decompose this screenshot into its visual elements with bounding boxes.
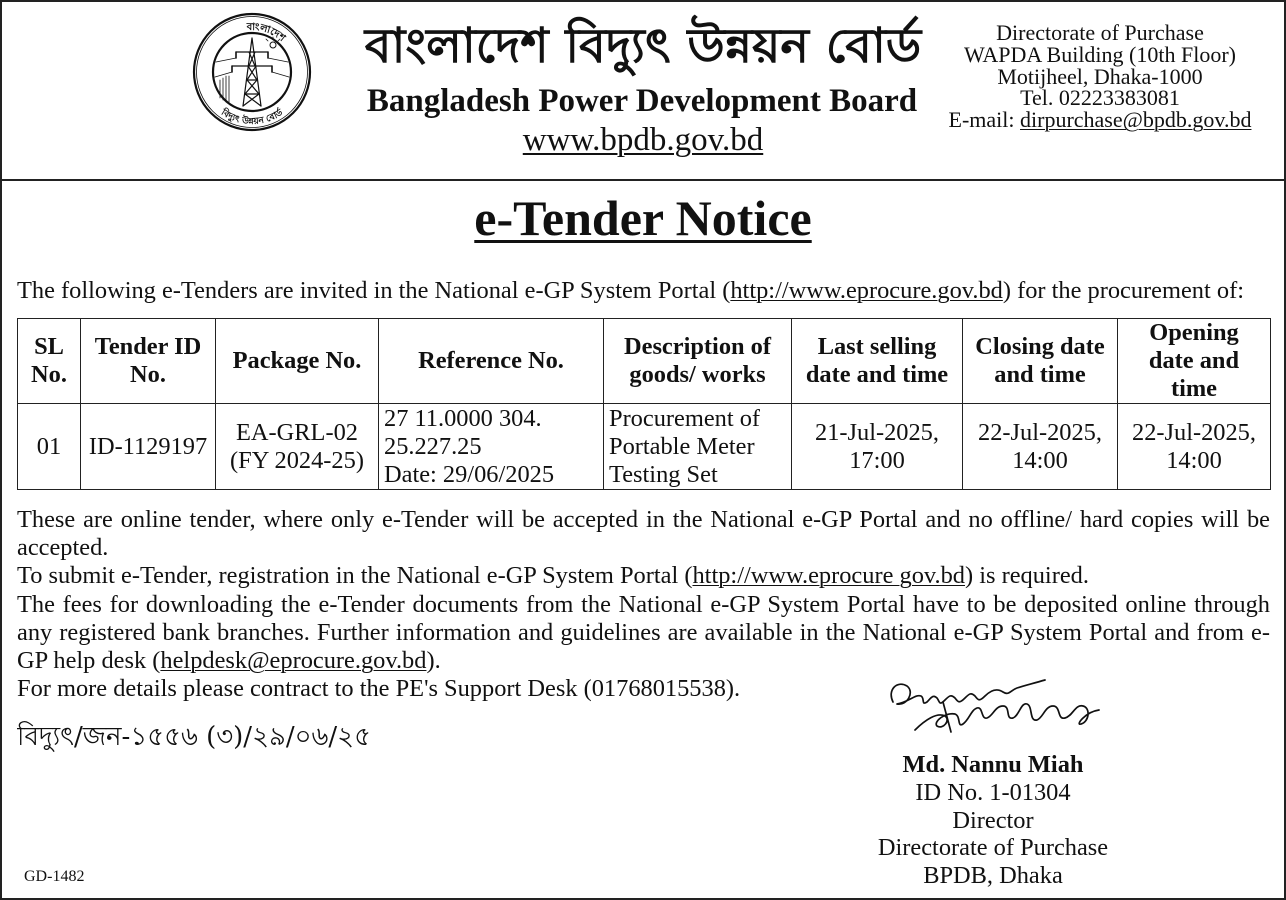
website-link[interactable]: www.bpdb.gov.bd xyxy=(522,122,764,158)
header-line: SL xyxy=(34,333,64,360)
paragraph-text: To submit e-Tender, registration in the National e-GP System Portal ( xyxy=(17,562,693,590)
cell-package xyxy=(216,404,379,490)
header-line: date and xyxy=(1148,347,1240,374)
notice-title-text: e-Tender Notice xyxy=(474,190,812,246)
header-divider xyxy=(0,179,1286,181)
cell-closing xyxy=(963,404,1118,490)
header-line: date and time xyxy=(805,361,949,388)
cell-line: 22-Jul-2025, xyxy=(1132,418,1256,446)
eprocure-link[interactable]: http://www.eprocure.gov.bd xyxy=(730,277,1003,304)
notice-intro xyxy=(17,277,1277,305)
cell-line: Date: 29/06/2025 xyxy=(384,460,555,488)
cell-line: 25.227.25 xyxy=(384,432,482,460)
paragraph-text: ). xyxy=(426,647,441,675)
notice-title xyxy=(343,190,943,246)
email-label: E-mail: xyxy=(948,107,1021,133)
cell-line: 14:00 xyxy=(1166,446,1222,474)
paragraph-support-desk: For more details please contract to the PE's Support Desk (01768015538). xyxy=(17,675,741,703)
paragraph-online-tender: These are online tender, where only e-Tender will be accepted in the National e-GP Portal and no offline/ hard copies will be accepted. xyxy=(17,506,1270,562)
cell-line: 01 xyxy=(36,432,62,460)
cell-line: Portable Meter xyxy=(609,432,755,460)
col-header-closing xyxy=(963,319,1118,404)
cell-line: 27 11.0000 304. xyxy=(384,404,542,432)
website-line xyxy=(430,120,856,160)
cell-last-selling xyxy=(792,404,963,490)
cell-line: Procurement of xyxy=(609,404,761,432)
tender-table xyxy=(17,318,1271,490)
cell-line: 17:00 xyxy=(849,446,905,474)
col-header-sl xyxy=(18,319,81,404)
organization-title-bangla: বাংলাদেশ বিদ্যুৎ উন্নয়ন বোর্ড xyxy=(364,18,922,74)
header-line: Description of xyxy=(624,333,771,360)
cell-line: EA-GRL-02 xyxy=(236,418,358,446)
transmission-tower-icon xyxy=(215,37,289,106)
paragraph-fees xyxy=(17,591,1270,676)
cell-line: 22-Jul-2025, xyxy=(978,418,1102,446)
seal-bottom-text-path: বিদ্যুৎ উন্নয়ন বোর্ড xyxy=(219,107,285,128)
col-header-last-selling xyxy=(792,319,963,404)
table-header-row xyxy=(18,319,1271,404)
office-address-block xyxy=(940,22,1260,131)
cell-opening xyxy=(1118,404,1271,490)
signatory-office: Directorate of Purchase xyxy=(877,834,1109,862)
header-line: Package No. xyxy=(232,347,362,374)
cell-tender-id xyxy=(81,404,216,490)
office-email-line xyxy=(940,109,1260,131)
header-line: goods/ works xyxy=(629,361,766,388)
gd-code: GD-1482 xyxy=(24,868,85,885)
intro-text: The following e-Tenders are invited in the National e-GP System Portal ( xyxy=(17,277,731,304)
signatory-name: Md. Nannu Miah xyxy=(902,751,1084,778)
organization-title-english: Bangladesh Power Development Board xyxy=(366,83,918,119)
office-phone: Tel. 02223383081 xyxy=(1020,85,1180,111)
signatory-block xyxy=(843,751,1143,890)
cell-line: (FY 2024-25) xyxy=(230,446,364,474)
header-line: Tender ID xyxy=(94,333,202,360)
paragraph-text: ) is required. xyxy=(965,562,1089,590)
seal-top-text-path: বাংলাদেশ xyxy=(246,21,288,45)
office-city: Motijheel, Dhaka-1000 xyxy=(997,63,1203,89)
header-line: No. xyxy=(130,361,166,388)
signatory-id: ID No. 1-01304 xyxy=(915,778,1071,806)
header-line: Opening xyxy=(1149,319,1239,346)
table-row xyxy=(18,404,1271,490)
signatory-designation: Director xyxy=(952,806,1034,834)
cell-line: 21-Jul-2025, xyxy=(815,418,939,446)
eprocure-link[interactable]: http://www.eprocure gov.bd xyxy=(692,562,965,590)
office-building: WAPDA Building (10th Floor) xyxy=(964,41,1236,67)
col-header-package xyxy=(216,319,379,404)
header-line: Last selling xyxy=(817,333,937,360)
header-line: time xyxy=(1170,375,1218,402)
helpdesk-email-link[interactable]: helpdesk@eprocure.gov.bd xyxy=(160,647,427,675)
col-header-opening xyxy=(1118,319,1271,404)
cell-sl xyxy=(18,404,81,490)
office-directorate: Directorate of Purchase xyxy=(996,20,1204,45)
paragraph-text: The fees for downloading the e-Tender documents from the National e-GP System Portal have to be deposited online through any registered bank branches. Further information and guidelines are available in the National e-GP System Portal and from e-GP help desk ( xyxy=(17,590,1270,675)
signature-icon xyxy=(885,672,1105,744)
col-header-description xyxy=(604,319,792,404)
intro-text-end: ) for the procurement of: xyxy=(1002,277,1244,304)
header-line: and time xyxy=(994,361,1086,388)
cell-reference xyxy=(379,404,604,490)
paragraph-registration xyxy=(17,562,1270,590)
signatory-location: BPDB, Dhaka xyxy=(923,862,1063,890)
header-line: Closing date xyxy=(975,333,1105,360)
col-header-tender-id xyxy=(81,319,216,404)
col-header-reference xyxy=(379,319,604,404)
cell-line: Testing Set xyxy=(609,460,718,488)
cell-line: ID-1129197 xyxy=(88,432,208,460)
header-line: Reference No. xyxy=(418,347,564,374)
memo-number: বিদ্যুৎ/জন-১৫৫৬ (৩)/২৯/০৬/২৫ xyxy=(17,722,371,752)
bpdb-seal-icon xyxy=(192,12,312,132)
cell-description xyxy=(604,404,792,490)
header-line: No. xyxy=(31,361,67,388)
email-link[interactable]: dirpurchase@bpdb.gov.bd xyxy=(1020,107,1252,133)
cell-line: 14:00 xyxy=(1012,446,1068,474)
